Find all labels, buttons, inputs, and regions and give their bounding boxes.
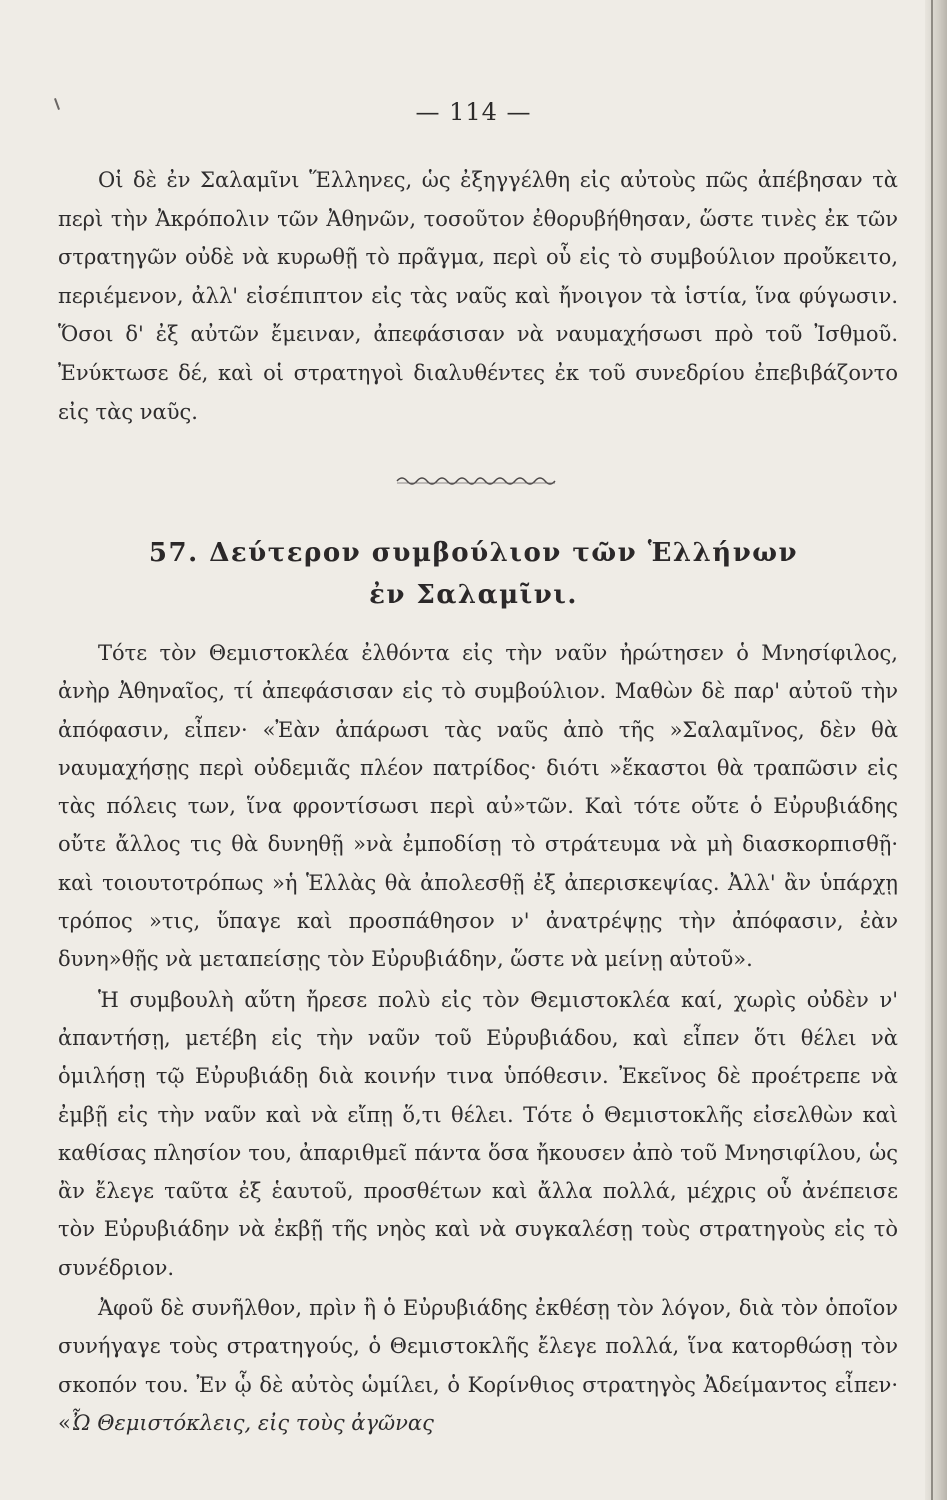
page-number: — 114 — [415, 98, 532, 126]
body-paragraph-1: Τότε τὸν Θεμιστοκλέα ἐλθόντα εἰς τὴν ναῦν ἠρώτησεν ὁ Μνησίφιλος, ἀνὴρ Ἀθηναῖος, τί ἀπεφάσισαν εἰς τὸ συμβούλιον. Μαθὼν δὲ παρ' αὐτοῦ τὴν ἀπόφασιν, εἶπεν· «Ἐὰν ἀπάρωσι τὰς ναῦς ἀπὸ τῆς »Σαλαμῖνος, δὲν θὰ ναυμαχήσῃς περὶ οὐδεμιᾶς πλέον πατρίδος· διότι »ἕκαστοι θὰ τραπῶσιν εἰς τὰς πόλεις των, ἵνα φροντίσωσι περὶ αὐ»τῶν. Καὶ τότε οὔτε ὁ Εὐρυβιάδης οὔτε ἄλλος τις θὰ δυνηθῇ »νὰ ἐμποδίσῃ τὸ στράτευμα νὰ μὴ διασκορπισθῇ· καὶ τοιουτοτρόπως »ἡ Ἑλλὰς θὰ ἀπολεσθῇ ἐξ ἀπερισκεψίας. Ἀλλ' ἂν ὑπάρχῃ τρόπος »τις, ὕπαγε καὶ προσπάθησον ν' ἀνατρέψῃς τὴν ἀπόφασιν, ἐὰν δυνη»θῇς νὰ μεταπείσῃς τὸν Εὐρυβιάδην, ὥστε νὰ μείνῃ αὐτοῦ». [58, 641, 898, 972]
page-edge-shadow [925, 0, 947, 1500]
intro-text-block [58, 161, 898, 431]
section-heading [0, 532, 947, 616]
section-heading-line-1: 57. Δεύτερον συμβούλιον τῶν Ἑλλήνων [148, 538, 799, 568]
intro-paragraph: Οἱ δὲ ἐν Σαλαμῖνι Ἕλληνες, ὡς ἐξηγγέλθη εἰς αὐτοὺς πῶς ἀπέβησαν τὰ περὶ τὴν Ἀκρόπολιν τῶν Ἀθηνῶν, τοσοῦτον ἐθορυβήθησαν, ὥστε τινὲς ἐκ τῶν στρατηγῶν οὐδὲ νὰ κυρωθῇ τὸ πρᾶγμα, περὶ οὗ εἰς τὸ συμβούλιον προὔκειτο, περιέμενον, ἀλλ' εἰσέπιπτον εἰς τὰς ναῦς καὶ ἤνοιγον τὰ ἱστία, ἵνα φύγωσιν. Ὅσοι δ' ἐξ αὐτῶν ἔμειναν, ἀπεφάσισαν νὰ ναυμαχήσωσι πρὸ τοῦ Ἰσθμοῦ. Ἐνύκτωσε δέ, καὶ οἱ στρατηγοὶ διαλυθέντες ἐκ τοῦ συνεδρίου ἐπεβιβάζοντο εἰς τὰς ναῦς. [58, 168, 898, 424]
section-57-body [58, 634, 898, 1442]
body-paragraph-2: Ἡ συμβουλὴ αὕτη ἤρεσε πολὺ εἰς τὸν Θεμιστοκλέα καί, χωρὶς οὐδὲν ν' ἀπαντήσῃ, μετέβη εἰς τὴν ναῦν τοῦ Εὐρυβιάδου, καὶ εἶπεν ὅτι θέλει νὰ ὁμιλήσῃ τῷ Εὐρυβιάδῃ διὰ κοινήν τινα ὑπόθεσιν. Ἐκεῖνος δὲ προέτρεπε νὰ ἐμβῇ εἰς τὴν ναῦν καὶ νὰ εἴπῃ ὅ,τι θέλει. Τότε ὁ Θεμιστοκλῆς εἰσελθὼν καὶ καθίσας πλησίον του, ἀπαριθμεῖ πάντα ὅσα ἤκουσεν ἀπὸ τοῦ Μνησιφίλου, ὡς ἂν ἔλεγε ταῦτα ἐξ ἑαυτοῦ, προσθέτων καὶ ἄλλα πολλά, μέχρις οὗ ἀνέπεισε τὸν Εὐρυβιάδην νὰ ἐκβῇ τῆς νηὸς καὶ νὰ συγκαλέσῃ τοὺς στρατηγοὺς εἰς τὸ συνέδριον. [58, 987, 898, 1280]
page-edge-line [931, 0, 933, 1500]
body-paragraph-3-quote-italic: Ὦ Θεμιστόκλεις, εἰς τοὺς ἀγῶνας [70, 1410, 434, 1435]
wave-ornament-divider [395, 472, 557, 490]
body-paragraph-3-text: Ἀφοῦ δὲ συνῆλθον, πρὶν ἢ ὁ Εὐρυβιάδης ἐκθέσῃ τὸν λόγον, διὰ τὸν ὁποῖον συνήγαγε τοὺς στρατηγούς, ὁ Θεμιστοκλῆς ἔλεγε πολλά, ἵνα κατορθώσῃ τὸν σκοπόν του. Ἐν ᾧ δὲ αὐτὸς ὡμίλει, ὁ Κορίνθιος στρατηγὸς Ἀδείμαντος εἶπεν· « [58, 1296, 898, 1435]
body-paragraph-3 [58, 1289, 898, 1442]
section-heading-line-2: ἐν Σαλαμῖνι. [369, 580, 578, 610]
